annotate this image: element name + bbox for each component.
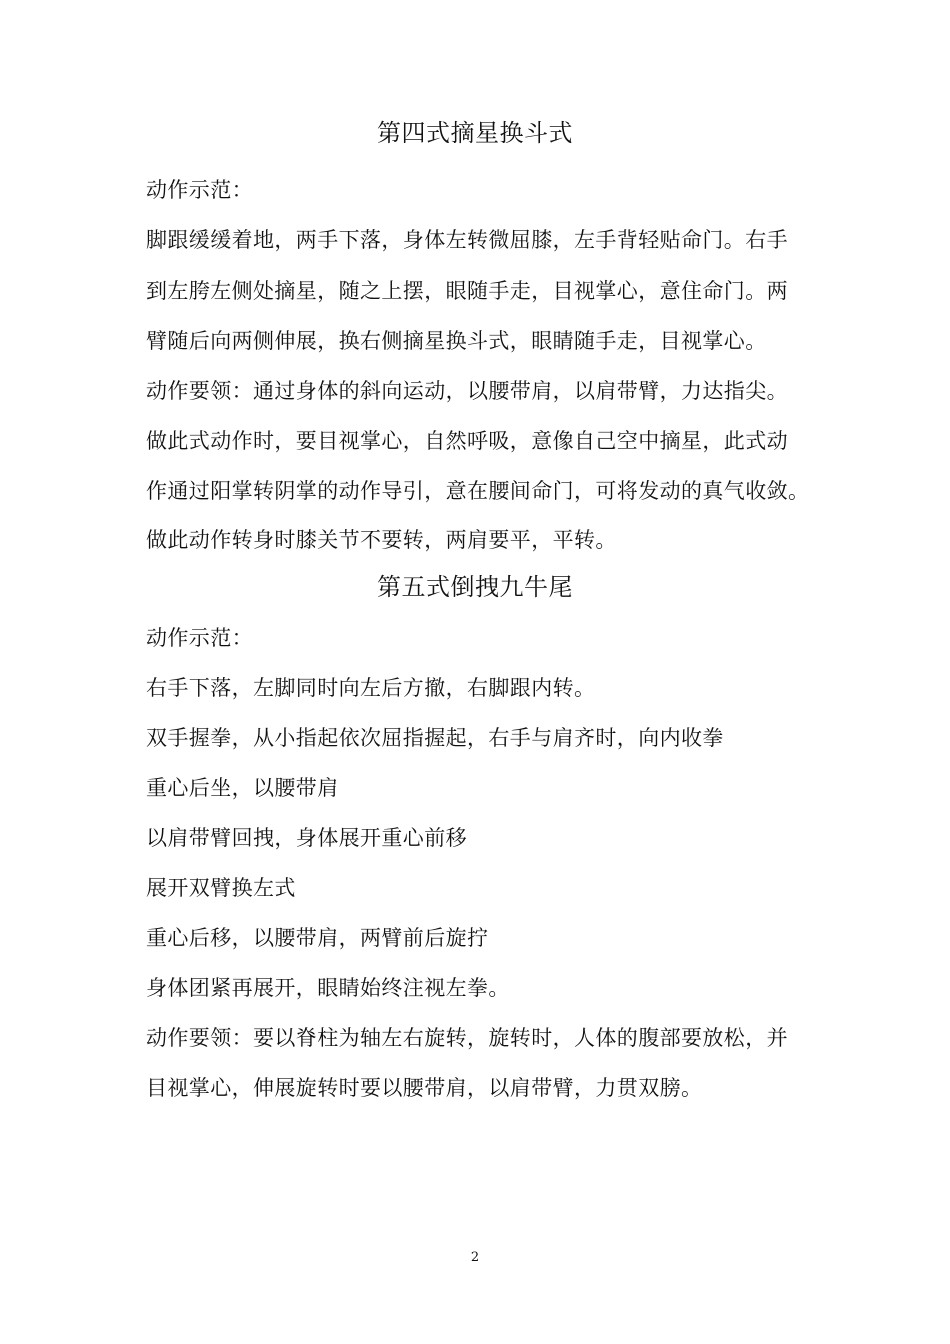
section-4-text-line: 动作要领：通过身体的斜向运动，以腰带肩，以肩带臂，力达指尖。 <box>146 379 788 403</box>
section-4-demo-label: 动作示范： <box>146 178 253 202</box>
section-5-text-line: 重心后移，以腰带肩，两臂前后旋拧 <box>146 926 489 950</box>
section-5-text-line: 以肩带臂回拽，身体展开重心前移 <box>146 826 467 850</box>
section-4-text-line: 作通过阳掌转阴掌的动作导引，意在腰间命门，可将发动的真气收敛。 <box>146 479 810 503</box>
section-5-title: 第五式倒拽九牛尾 <box>377 573 573 601</box>
section-5-text-line: 双手握拳，从小指起依次屈指握起，右手与肩齐时，向内收拳 <box>146 726 724 750</box>
page-number: 2 <box>470 1250 480 1265</box>
section-4-text-line: 臂随后向两侧伸展，换右侧摘星换斗式，眼睛随手走，目视掌心。 <box>146 329 767 353</box>
section-5-demo-label: 动作示范： <box>146 626 253 650</box>
section-5-text-line: 身体团紧再展开，眼睛始终注视左拳。 <box>146 976 510 1000</box>
section-4-text-line: 做此式动作时，要目视掌心，自然呼吸，意像自己空中摘星，此式动 <box>146 429 788 453</box>
section-4-text-line: 做此动作转身时膝关节不要转，两肩要平，平转。 <box>146 528 617 552</box>
section-4-title: 第四式摘星换斗式 <box>377 119 573 147</box>
section-4-text-line: 脚跟缓缓着地，两手下落，身体左转微屈膝，左手背轻贴命门。右手 <box>146 228 788 252</box>
section-5-text-line: 展开双臂换左式 <box>146 876 296 900</box>
section-5-text-line: 目视掌心，伸展旋转时要以腰带肩，以肩带臂，力贯双膀。 <box>146 1076 703 1100</box>
section-4-text-line: 到左胯左侧处摘星，随之上摆，眼随手走，目视掌心，意住命门。两 <box>146 279 788 303</box>
section-5-text-line: 右手下落，左脚同时向左后方撤，右脚跟内转。 <box>146 676 596 700</box>
section-5-text-line: 重心后坐，以腰带肩 <box>146 776 339 800</box>
section-5-text-line: 动作要领：要以脊柱为轴左右旋转，旋转时，人体的腹部要放松，并 <box>146 1026 788 1050</box>
